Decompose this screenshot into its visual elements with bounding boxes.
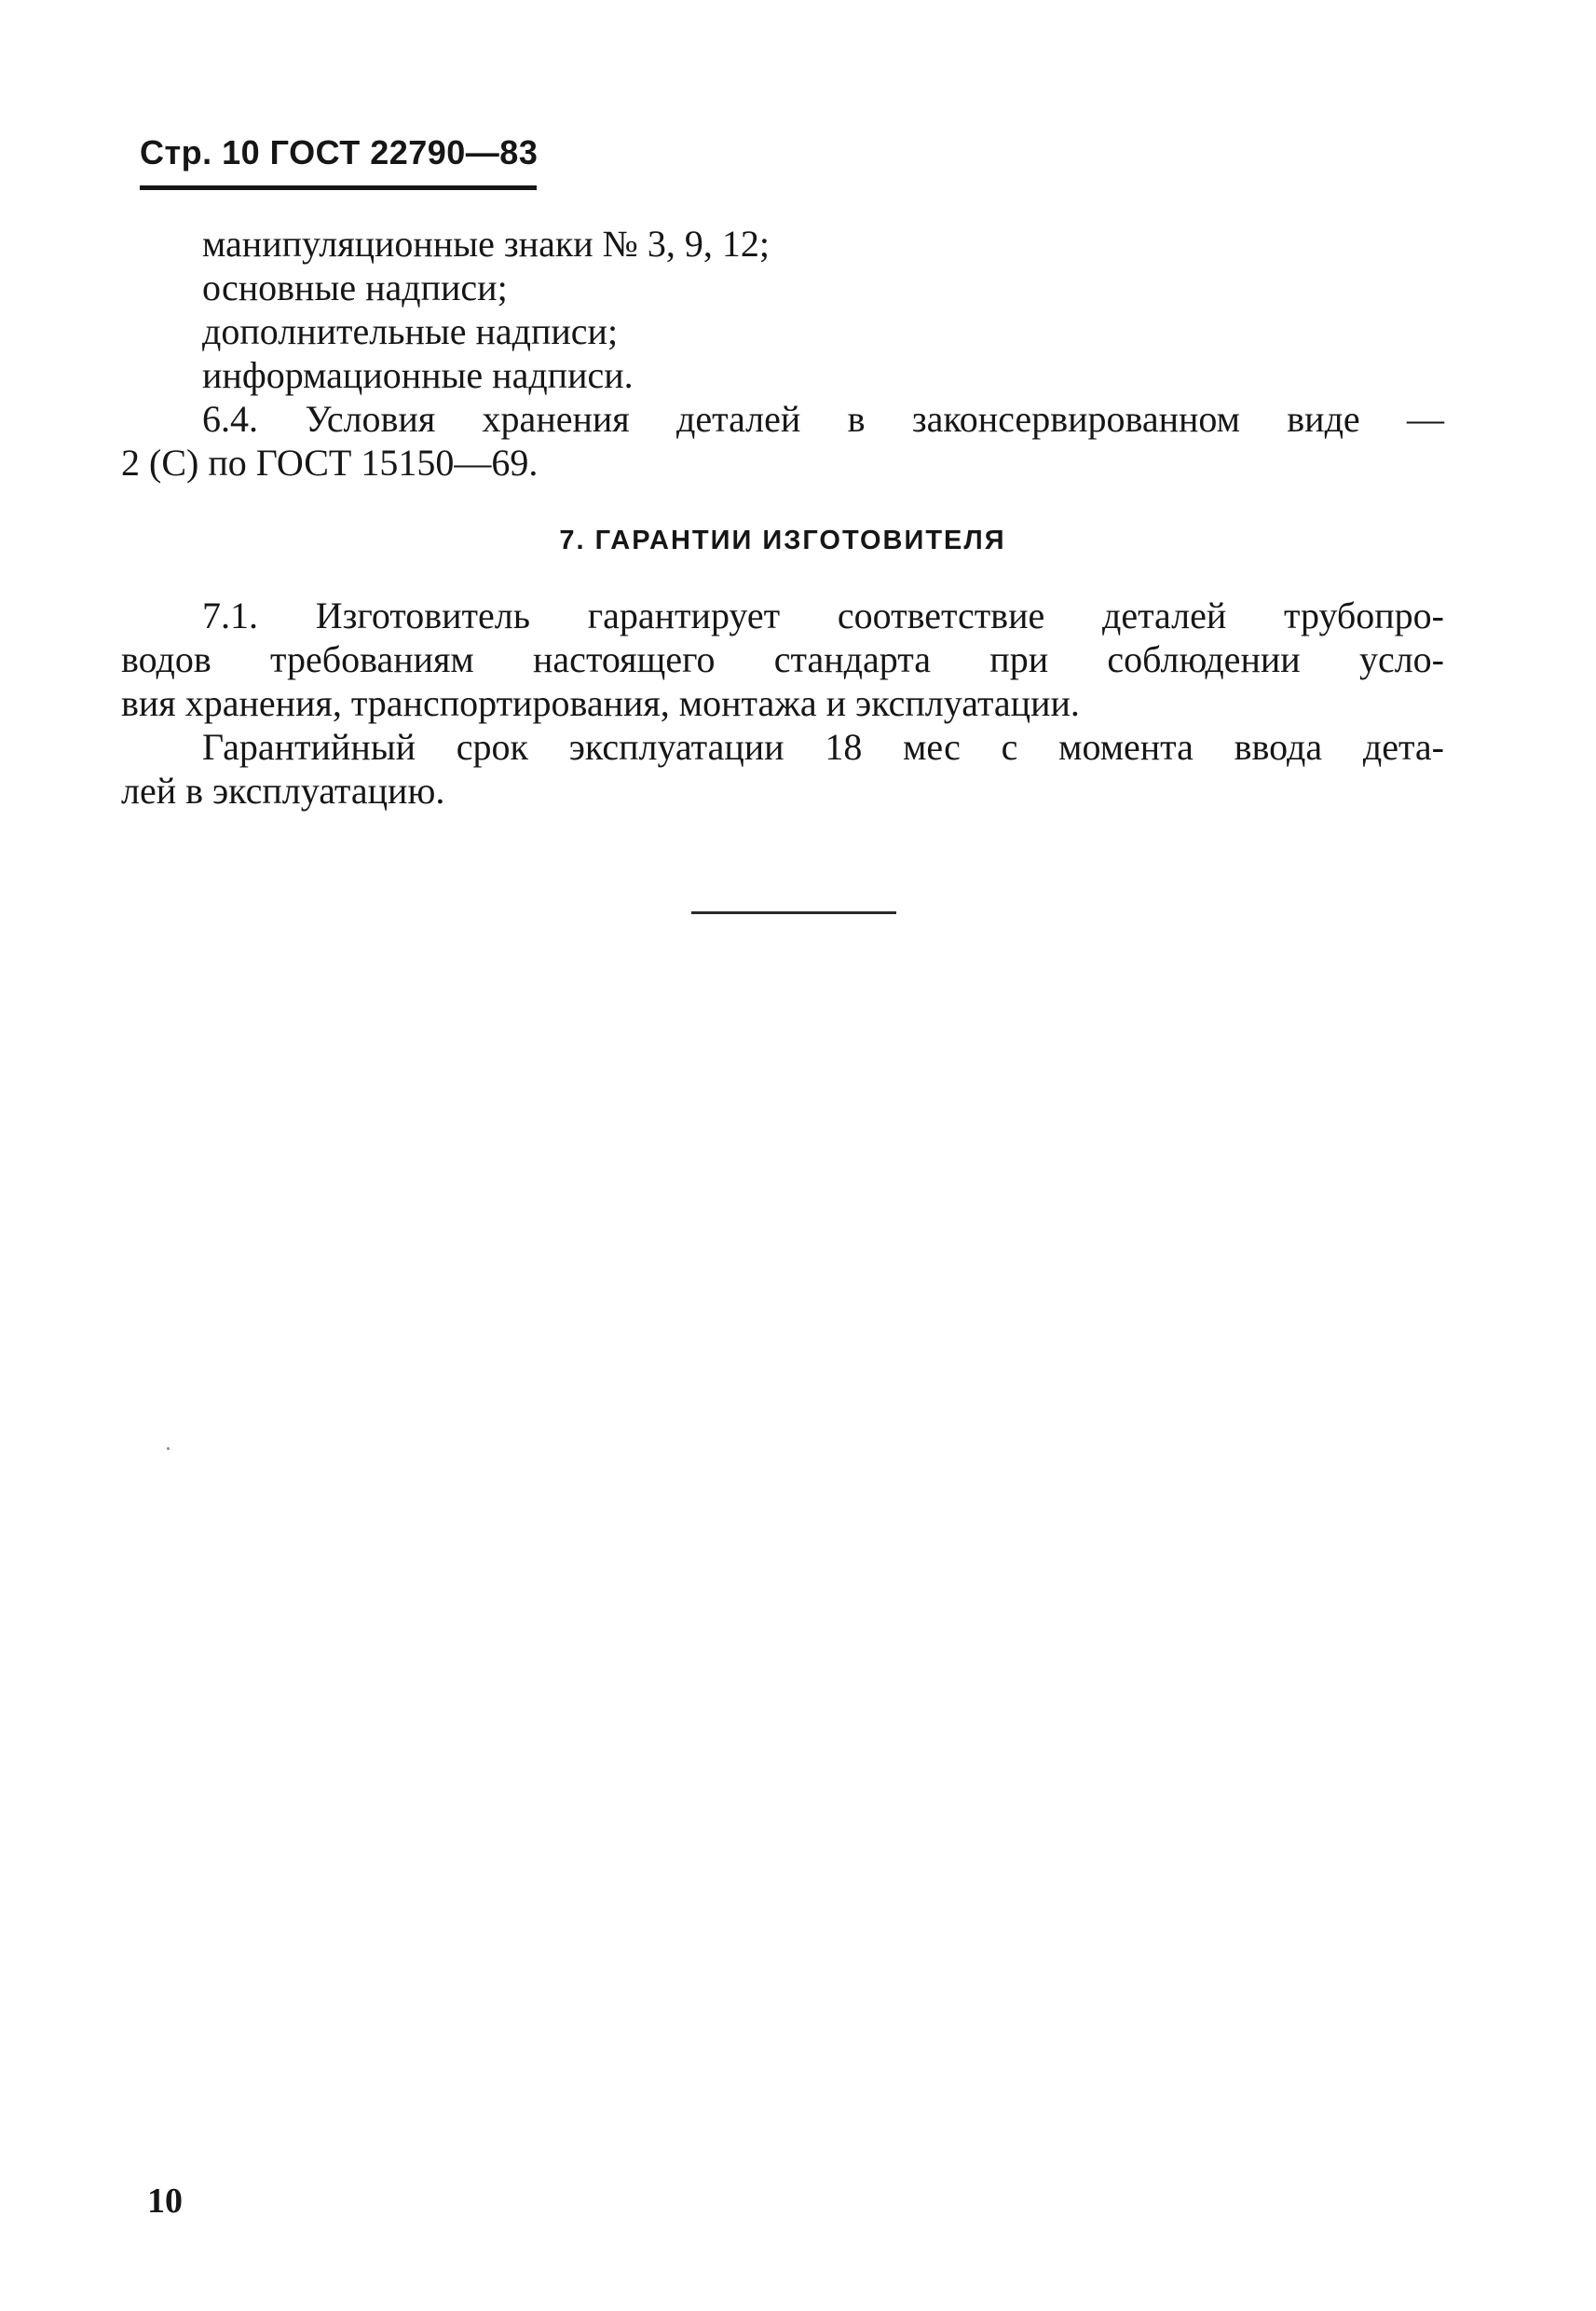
clause-6-4-line-1: 6.4. Условия хранения деталей в законсервированном виде — — [202, 398, 1444, 440]
list-item: манипуляционные знаки № 3, 9, 12; — [202, 223, 770, 265]
scan-speck — [167, 1447, 170, 1450]
list-item: дополнительные надписи; — [202, 310, 619, 352]
list-item: информационные надписи. — [202, 354, 634, 396]
page-number: 10 — [147, 2181, 183, 2221]
header-underline — [140, 185, 537, 190]
section-7-heading: 7. ГАРАНТИИ ИЗГОТОВИТЕЛЯ — [559, 526, 1006, 555]
section-7-body — [121, 594, 1444, 813]
warranty-line-2: лей в эксплуатацию. — [121, 770, 445, 812]
clause-7-1-line-2: водов требованиям настоящего стандарта при соблюдении усло- — [121, 638, 1444, 680]
list-item: основные надписи; — [202, 267, 508, 308]
warranty-line-1: Гарантийный срок эксплуатации 18 мес с момента ввода дета- — [202, 726, 1444, 768]
section-6-continuation — [121, 222, 1444, 485]
end-of-text-rule — [691, 911, 896, 914]
clause-7-1-line-3: вия хранения, транспортирования, монтажа и эксплуатации. — [121, 682, 1080, 724]
clause-6-4-line-2: 2 (С) по ГОСТ 15150—69. — [121, 442, 539, 484]
clause-7-1-line-1: 7.1. Изготовитель гарантирует соответствие деталей трубопро- — [202, 595, 1444, 636]
running-header: Стр. 10 ГОСТ 22790—83 — [140, 133, 539, 171]
